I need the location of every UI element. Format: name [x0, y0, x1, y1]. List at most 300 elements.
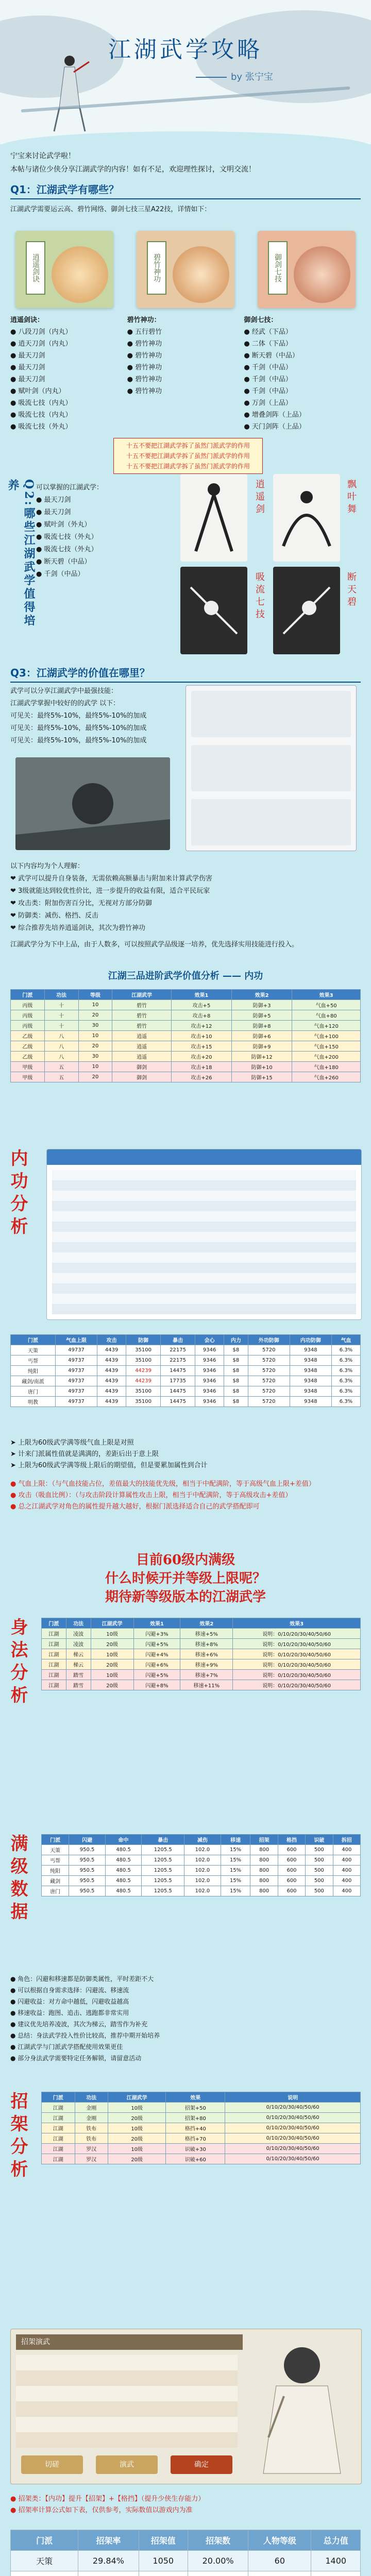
table-cell: 攻击+5: [171, 1000, 231, 1010]
table-cell: 5720: [248, 1376, 290, 1386]
table-cell: 500: [306, 1876, 333, 1886]
table-header: 防御: [126, 1335, 161, 1345]
table-header: 会心: [195, 1335, 224, 1345]
table-cell: 20.00%: [188, 2551, 248, 2571]
table-cell: 说明：0/10/20/30/40/50/60: [233, 1649, 361, 1659]
q2-item-text: 千剑（中品）: [44, 570, 85, 578]
note-line: ● 江湖武学与门派武学搭配使用效果更佳: [10, 2043, 123, 2050]
table-header: 门派: [11, 2530, 78, 2551]
callout-line: 什么时候开并等级上限呢？: [105, 1571, 266, 1586]
table-cell: 明教: [11, 1397, 56, 1407]
table-cell: 说明：0/10/20/30/40/50/60: [233, 1680, 361, 1690]
q2-item: ● 吸流七技（外丸）: [36, 533, 98, 541]
section-title: 江湖三品进阶武学价值分析 —— 内功: [108, 971, 263, 981]
table-cell: 102.0: [184, 1876, 221, 1886]
table-stats: [10, 1334, 361, 1407]
q3-extra-line: ❤ 攻击类：附加伤害百分比，无视对方部分防御: [10, 900, 153, 907]
table-cell: 5720: [248, 1386, 290, 1397]
table-header: 江湖武学: [91, 1618, 133, 1629]
q3-extra-line: ❤ 防御类：减伤、格挡、反击: [10, 912, 99, 920]
table-cell: 江湖: [42, 1639, 66, 1649]
table-header: 效果2: [232, 990, 292, 1000]
table-cell: 防御+12: [232, 1052, 292, 1062]
q3-line: 可见关：最终5%-10%，最终5%-10%的加成: [10, 724, 147, 732]
martial-figure-icon: [180, 474, 247, 562]
table-row: [42, 1855, 361, 1866]
table-header: 门派: [11, 990, 45, 1000]
table-cell: 五: [44, 1062, 78, 1072]
table-header: 门派: [11, 1335, 56, 1345]
table-cell: [78, 2571, 139, 2576]
table-cell: 踏雪: [66, 1680, 91, 1690]
table-cell: 防御+15: [232, 1072, 292, 1082]
table-row: [11, 1376, 361, 1386]
table-cell: 6.3%: [331, 1345, 360, 1355]
table-cell: 闪避+5%: [133, 1670, 180, 1680]
table-cell: 气血+100: [292, 1031, 361, 1041]
table-cell: 罗汉: [75, 2144, 108, 2154]
table-cell: 丙级: [11, 1010, 45, 1021]
table-cell: 20级: [108, 2133, 166, 2144]
table-cell: 气血+150: [292, 1041, 361, 1052]
table-header: 闪避: [69, 1835, 105, 1845]
table-cell: $8: [224, 1345, 248, 1355]
table-neigong-grades: [10, 989, 361, 1082]
column-item: ● 最天刀剑: [10, 364, 45, 371]
table-cell: 闪避+6%: [133, 1659, 180, 1670]
table-header: 内力: [224, 1335, 248, 1345]
confirm-button[interactable]: 确定: [171, 2455, 232, 2474]
table-cell: 0/10/20/30/40/50/60: [225, 2144, 361, 2154]
table-cell: 400: [333, 1876, 360, 1886]
table-cell: 20级: [91, 1639, 133, 1649]
table-cell: 防御+10: [232, 1062, 292, 1072]
table-cell: 20: [78, 1010, 112, 1021]
table-row: [42, 2144, 361, 2154]
table-cell: 480.5: [105, 1886, 141, 1896]
skill-art-panel: [273, 567, 340, 654]
table-cell: 5720: [248, 1366, 290, 1376]
table-row: [11, 1021, 361, 1031]
table-cell: 乙级: [11, 1052, 45, 1062]
skill-label: 断天碧: [346, 572, 357, 609]
table-cell: 铁布: [75, 2133, 108, 2144]
column-item: ● 碧竹神功: [127, 364, 162, 371]
table-cell: 0/10/20/30/40/50/60: [225, 2154, 361, 2164]
table-cell: 十: [44, 1010, 78, 1021]
q3-extra-line: ❤ 3级就能达到较优性价比，进一步提升的收益有限，适合平民玩家: [10, 887, 210, 895]
intro-text: [10, 149, 361, 176]
screenshot-header-bar: [47, 1149, 361, 1165]
column-item: ● 增叠剑阵（上品）: [244, 411, 306, 419]
table-parry: [41, 2092, 361, 2164]
table-cell: 招架+50: [166, 2103, 225, 2113]
parry-game-screenshot: [10, 2329, 362, 2484]
table-row: [42, 1876, 361, 1886]
table-cell: 逍遥: [112, 1041, 172, 1052]
table-cell: 气血+120: [292, 1021, 361, 1031]
q3-line: 江湖武学掌握中较好的的武学 以下：: [10, 700, 120, 707]
table-cell: 天策: [11, 2551, 78, 2571]
column-head: 御剑七技：: [244, 316, 278, 324]
table-cell: 格挡+70: [166, 2133, 225, 2144]
table-cell: 15%: [221, 1876, 250, 1886]
table-cell: 移速+5%: [180, 1629, 233, 1639]
table-cell: 4439: [97, 1386, 126, 1397]
table-cell: 14475: [161, 1386, 195, 1397]
note-line: ● 招架率计算公式如下表，仅供参考，实际数值以游戏内为准: [10, 2506, 193, 2514]
table-cell: 江湖: [42, 1670, 66, 1680]
table-cell: 9346: [195, 1386, 224, 1397]
table-header: 暴击: [161, 1335, 195, 1345]
note-line: ● 总结：身法武学投入性价比较高，推荐中期开始培养: [10, 2032, 160, 2039]
table-cell: $8: [224, 1366, 248, 1376]
intro-line: 宁宝来讨论武学啦！: [10, 152, 75, 160]
q1-heading: Q1：江湖武学有哪些？: [10, 181, 361, 199]
table-cell: 9348: [290, 1386, 331, 1397]
level-cap-callout: [0, 1551, 371, 1606]
analysis-line: ➤ 上限为60级武学满等级上限后的期望值，但是要累加属性到合计: [10, 1462, 208, 1469]
table-header: 效果: [166, 2092, 225, 2103]
table-cell: 1205.5: [142, 1876, 184, 1886]
table-cell: 44239: [126, 1376, 161, 1386]
skill-label: 吸流七技: [254, 572, 265, 621]
table-cell: 9346: [195, 1397, 224, 1407]
table-header: 人物等级: [248, 2530, 311, 2551]
table-cell: 500: [306, 1886, 333, 1896]
column-item: ● 逍天刀剑（内丸）: [10, 340, 72, 348]
table-cell: 35100: [126, 1386, 161, 1397]
analysis-line: ➤ 上限为60级武学满等级气血上限是对照: [10, 1439, 134, 1447]
neigong-screenshot: [46, 1149, 362, 1320]
table-cell: 防御+5: [232, 1010, 292, 1021]
table-row: [11, 2571, 361, 2576]
skill-columns: [10, 314, 361, 433]
note-line: ● 攻击（吸血比例）：（与攻击阶段计算属性攻击上限，相当于中配满阶，等于高级攻击+差值）: [10, 1492, 292, 1499]
table-cell: 御剑: [112, 1062, 172, 1072]
table-cell: 600: [278, 1855, 305, 1866]
table-cell: 纯阳: [42, 1866, 69, 1876]
table-row: [42, 2113, 361, 2123]
table-cell: 4439: [97, 1355, 126, 1366]
note-line: ● 角色：闪避和移速都是防御类属性，平时差距不大: [10, 1975, 154, 1982]
note-line: ● 闪避收益：对方命中越低，闪避收益越高: [10, 1998, 129, 2005]
table-cell: 480.5: [105, 1876, 141, 1886]
q2-item: ● 断天碧（中品）: [36, 558, 91, 566]
table-cell: 闪避+4%: [133, 1649, 180, 1659]
table-cell: 闪避+8%: [133, 1680, 180, 1690]
table-cell: 800: [250, 1866, 278, 1876]
q3-extra-line: ❤ 综合推荐先培养逍遥剑诀，其次为碧竹神功: [10, 924, 146, 932]
table-cell: 十: [44, 1021, 78, 1031]
analysis-line: ➤ 计来门派属性值就是满满的，差距后出于意上限: [10, 1450, 159, 1458]
table-shenfa: [41, 1618, 361, 1690]
table-header: 等级: [78, 990, 112, 1000]
table-cell: 碧竹: [112, 1010, 172, 1021]
table-cell: 移速+9%: [180, 1659, 233, 1670]
table-cell: [11, 2571, 78, 2576]
table-cell: 碧竹: [112, 1021, 172, 1031]
table-cell: 1050: [139, 2551, 188, 2571]
screenshot-list: [16, 2355, 238, 2448]
table-cell: 600: [278, 1886, 305, 1896]
table-cell: 800: [250, 1845, 278, 1855]
table-header: 江湖武学: [112, 990, 172, 1000]
column-item: ● 五行碧竹: [127, 328, 162, 336]
table-header: 暴击: [142, 1835, 184, 1845]
table-cell: [139, 2571, 188, 2576]
column-item: ● 经武（下品）: [244, 328, 292, 336]
screenshot-title: 招架演武: [16, 2334, 243, 2350]
table-header: 外功防御: [248, 1335, 290, 1345]
table-cell: 防御+8: [232, 1021, 292, 1031]
table-header: 减伤: [184, 1835, 221, 1845]
table-row: [42, 1639, 361, 1649]
q3-list: [10, 685, 165, 747]
table-header: 命中: [105, 1835, 141, 1845]
table-cell: 纯阳: [11, 1366, 56, 1376]
note-line: ● 部分身法武学需要特定任务解锁，请留意活动: [10, 2055, 142, 2062]
table-cell: 22175: [161, 1355, 195, 1366]
q2-item-text: 最天刀剑: [44, 496, 71, 504]
table-cell: 说明：0/10/20/30/40/50/60: [233, 1629, 361, 1639]
table-cell: 35100: [126, 1345, 161, 1355]
q3-extra-line: 以下内容均为个人理解：: [10, 862, 85, 870]
table-cell: 0/10/20/30/40/50/60: [225, 2113, 361, 2123]
q3-note: 江湖武学分为下中上品，由于人数多，可以按照武学品级逐一培养，优先选择实用技能进行投入。: [10, 941, 299, 948]
table-header: 识破: [306, 1835, 333, 1845]
table-cell: 9346: [195, 1366, 224, 1376]
table-cell: 乙级: [11, 1031, 45, 1041]
table-cell: 1205.5: [142, 1855, 184, 1866]
callout-line: 期待新等级版本的江湖武学: [105, 1589, 266, 1605]
table-header: 效果3: [292, 990, 361, 1000]
table-cell: 江湖: [42, 1629, 66, 1639]
skill-label: 飘叶舞: [346, 479, 357, 516]
table-cell: 十: [44, 1000, 78, 1010]
table-cell: 闪避+5%: [133, 1639, 180, 1649]
table-cell: 30: [78, 1021, 112, 1031]
table-cell: 攻击+10: [171, 1031, 231, 1041]
column-item: ● 千剑（中品）: [244, 387, 292, 395]
note-line: ● 气血上限：（与气血技能占位，差值最大的技能优先级，相当于中配满阶，等于高级气血上限+差值）: [10, 1480, 315, 1488]
note-line: ● 总之江湖武学对角色的属性提升越大越好，根据门派选择适合自己的武学搭配即可: [10, 1503, 260, 1511]
table-cell: 480.5: [105, 1866, 141, 1876]
table-header: 拆招: [333, 1835, 360, 1845]
intro-line: 本帖与诸位少侠分享江湖武学的内容！如有不足，欢迎理性探讨，文明交流！: [10, 165, 256, 174]
table-cell: 60: [248, 2551, 311, 2571]
table-row: [11, 1000, 361, 1010]
table-cell: 9346: [195, 1355, 224, 1366]
martial-figure-icon: [273, 474, 340, 562]
q2-desc: 可以掌握的江湖武学：: [36, 484, 104, 492]
table-cell: 梯云: [66, 1649, 91, 1659]
q3-heading: Q3：江湖武学的价值在哪里？: [10, 665, 361, 683]
note-line: ● 移速收益：跑图、追击、逃跑都非常实用: [10, 2009, 129, 2016]
analysis-notes: [10, 1479, 361, 1513]
table-cell: 600: [278, 1876, 305, 1886]
skill-card-art: [173, 246, 229, 303]
table-row: [11, 1010, 361, 1021]
table-cell: 800: [250, 1886, 278, 1896]
skill-card-art: [52, 246, 108, 303]
table-header: 招架值: [139, 2530, 188, 2551]
column-item: ● 千剑（中品）: [244, 376, 292, 383]
table-cell: 碧竹: [112, 1000, 172, 1010]
q2-item: ● 千剑（中品）: [36, 570, 85, 578]
warning-box: [113, 438, 263, 474]
table-cell: 江湖: [42, 1680, 66, 1690]
q2-heading: Q2:哪些江湖武学值得培养: [6, 479, 36, 628]
skill-art-panel: [180, 567, 247, 654]
character-portrait-icon: [248, 2334, 356, 2479]
table-cell: 凌波: [66, 1639, 91, 1649]
column-item: ● 天门剑阵（上品）: [244, 423, 306, 431]
column-item: ● 碧竹神功: [127, 376, 162, 383]
table-header: 门派: [42, 2092, 75, 2103]
table-cell: 10级: [91, 1649, 133, 1659]
column-item: ● 碧竹神功: [127, 340, 162, 348]
table-row: [11, 2551, 361, 2571]
table-cell: $8: [224, 1386, 248, 1397]
table-cell: 49737: [55, 1397, 97, 1407]
table-cell: 气血+260: [292, 1072, 361, 1082]
q3-extra: [10, 860, 361, 951]
table-cell: 6.3%: [331, 1386, 360, 1397]
table-header: 门派: [42, 1835, 69, 1845]
skill-panel-screenshot: [185, 685, 357, 851]
maxlevel-data-label: 满级数据: [7, 1834, 28, 1925]
table-row: [11, 1366, 361, 1376]
table-cell: 400: [333, 1855, 360, 1866]
table-cell: 攻击+8: [171, 1010, 231, 1021]
hero-banner: [0, 0, 371, 144]
table-cell: 950.5: [69, 1866, 105, 1876]
table-cell: 6.3%: [331, 1366, 360, 1376]
table-header: 移速: [221, 1835, 250, 1845]
table-cell: 金刚: [75, 2103, 108, 2113]
table-cell: 14475: [161, 1397, 195, 1407]
table-row: [11, 1355, 361, 1366]
table-cell: 4439: [97, 1366, 126, 1376]
table-cell: 20: [78, 1041, 112, 1052]
table-header: 格挡: [278, 1835, 305, 1845]
column-item: ● 吸流七技（外丸）: [10, 423, 72, 431]
column-item: ● 赋叶剑（内丸）: [10, 387, 65, 395]
table-cell: [311, 2571, 361, 2576]
table-header: 招架数: [188, 2530, 248, 2551]
q2-item-text: 吸流七技（外丸）: [44, 546, 98, 553]
table-cell: 950.5: [69, 1886, 105, 1896]
table-cell: 49737: [55, 1386, 97, 1397]
table-cell: 铁布: [75, 2123, 108, 2133]
table-cell: 攻击+20: [171, 1052, 231, 1062]
table-cell: 梯云: [66, 1659, 91, 1670]
author-name: by 张宁宝: [231, 72, 273, 82]
table-cell: 9348: [290, 1345, 331, 1355]
table-row: [42, 1845, 361, 1855]
q3-line: 可见关：最终5%-10%，最终5%-10%的加成: [10, 737, 147, 744]
table-cell: 10级: [108, 2144, 166, 2154]
table-cell: 1400: [311, 2551, 361, 2571]
table-cell: 35100: [126, 1355, 161, 1366]
skill-card-art: [294, 246, 350, 303]
table-cell: 御剑: [112, 1072, 172, 1082]
screenshot-rows: [52, 1170, 356, 1314]
shenfa-notes: [10, 1973, 361, 2064]
column-item: ● 万剑（上品）: [244, 399, 292, 407]
table-cell: 气血+180: [292, 1062, 361, 1072]
warning-line: 十五不要把江湖武学拆了虽然门派武学的作用: [126, 452, 250, 460]
table-cell: 移速+8%: [180, 1639, 233, 1649]
table-header: 总力值: [311, 2530, 361, 2551]
table-cell: 9348: [290, 1376, 331, 1386]
table-header: 内功防御: [290, 1335, 331, 1345]
table-cell: 102.0: [184, 1855, 221, 1866]
q3-extra-line: ❤ 武学可以提升自身装备，无需依赖高额暴击与附加来计算武学伤害: [10, 875, 213, 883]
table-cell: 攻击+12: [171, 1021, 231, 1031]
table-cell: 9348: [290, 1355, 331, 1366]
table-cell: 20: [78, 1072, 112, 1082]
table-header: 门派: [42, 1618, 66, 1629]
table-header: 江湖武学: [108, 2092, 166, 2103]
table-cell: 400: [333, 1886, 360, 1896]
table-cell: 20级: [108, 2154, 166, 2164]
shenfa-analysis-label: 身法分析: [7, 1618, 28, 1708]
column-head: 碧竹神功：: [127, 316, 161, 324]
table-cell: 950.5: [69, 1855, 105, 1866]
table-cell: 气血+200: [292, 1052, 361, 1062]
skill-column: [244, 314, 361, 433]
table-cell: 防御+6: [232, 1031, 292, 1041]
table-cell: 移速+11%: [180, 1680, 233, 1690]
table-cell: 招架+80: [166, 2113, 225, 2123]
table-cell: 4439: [97, 1376, 126, 1386]
table-cell: 6.3%: [331, 1376, 360, 1386]
column-item: ● 二体（下品）: [244, 340, 292, 348]
table-cell: 江湖: [42, 2133, 75, 2144]
table-cell: 金刚: [75, 2113, 108, 2123]
skill-art-panel: [180, 474, 247, 562]
table-cell: 22175: [161, 1345, 195, 1355]
table-cell: 15%: [221, 1866, 250, 1876]
q2-item-text: 吸流七技（外丸）: [44, 533, 98, 541]
table-cell: 0/10/20/30/40/50/60: [225, 2103, 361, 2113]
author-credit: [196, 70, 273, 83]
skill-card-label: 逍遥剑诀: [26, 241, 45, 295]
table-cell: 500: [306, 1855, 333, 1866]
table-cell: 6.3%: [331, 1355, 360, 1366]
martial-figure-icon: [180, 567, 247, 654]
table-cell: 1205.5: [142, 1886, 184, 1896]
table-cell: 950.5: [69, 1845, 105, 1855]
table-cell: 480.5: [105, 1855, 141, 1866]
table-cell: 格挡+40: [166, 2123, 225, 2133]
scene-image-icon: [15, 757, 170, 850]
table-cell: 17735: [161, 1376, 195, 1386]
table-cell: 15%: [221, 1855, 250, 1866]
note-line: ● 建议优先培养凌波，其次为梯云，踏雪作为补充: [10, 2021, 148, 2028]
table-cell: 950.5: [69, 1876, 105, 1886]
table-row: [42, 2154, 361, 2164]
table-cell: 移速+6%: [180, 1649, 233, 1659]
table-row: [11, 1072, 361, 1082]
table-cell: 49737: [55, 1355, 97, 1366]
table-header: 气血: [331, 1335, 360, 1345]
spar-button[interactable]: 切磋: [21, 2455, 83, 2474]
table-row: [42, 1649, 361, 1659]
practice-button[interactable]: 演武: [96, 2455, 158, 2474]
